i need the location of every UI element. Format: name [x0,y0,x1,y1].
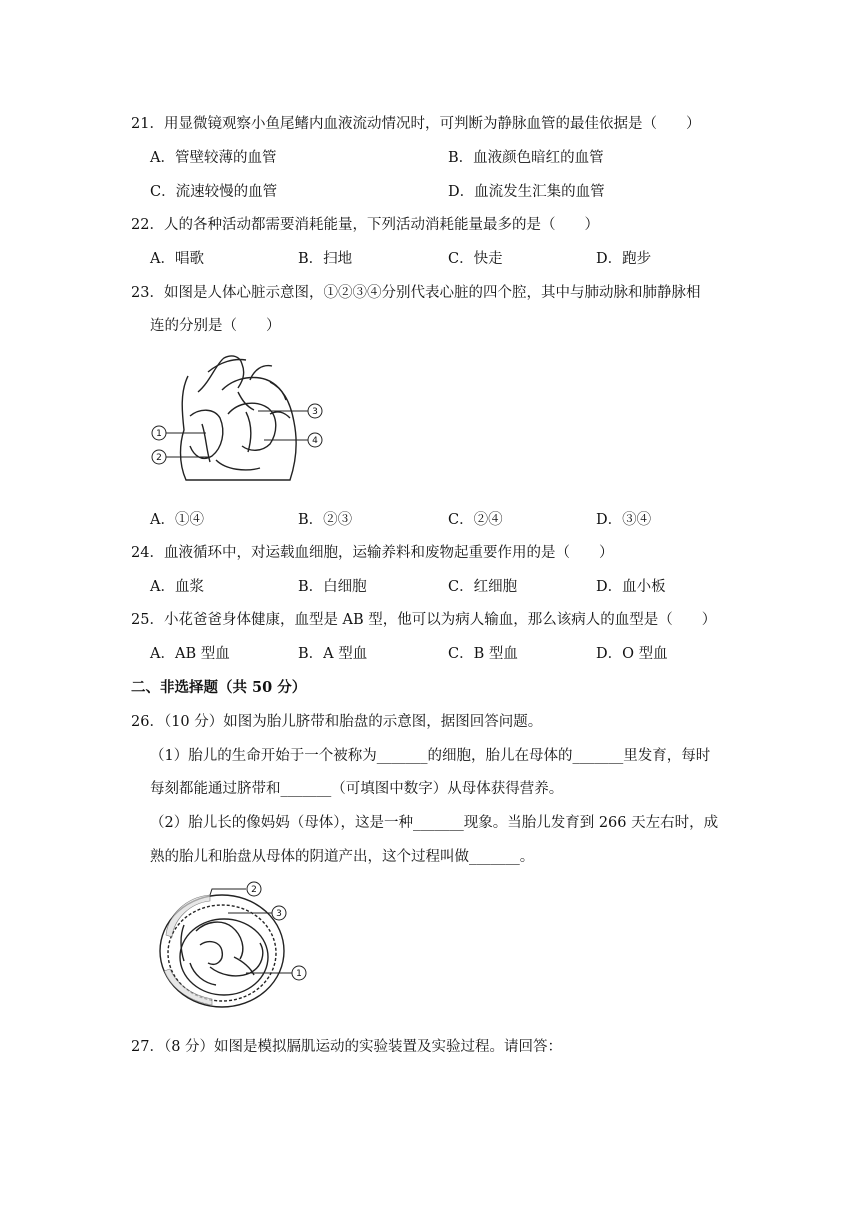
svg-text:1: 1 [156,429,162,439]
q25-option-a[interactable]: A．AB 型血 [150,646,230,662]
q26-part1-line2: 每刻都能通过脐带和_______（可填图中数字）从母体获得营养。 [150,781,564,797]
q21-option-a[interactable]: A．管壁较薄的血管 [150,150,277,166]
q25-option-b[interactable]: B．A 型血 [298,646,368,662]
q24-option-b[interactable]: B．白细胞 [298,579,367,595]
svg-text:3: 3 [276,909,282,919]
q22-option-a[interactable]: A．唱歌 [150,251,204,267]
q23-stem-line2: 连的分别是（ ） [150,318,281,334]
q21-stem: 21．用显微镜观察小鱼尾鳍内血液流动情况时，可判断为静脉血管的最佳依据是（ ） [131,116,701,132]
q22-option-d[interactable]: D．跑步 [596,251,652,267]
q27-stem: 27．（8 分）如图是模拟膈肌运动的实验装置及实验过程。请回答： [131,1039,563,1055]
svg-text:2: 2 [251,885,257,895]
svg-text:2: 2 [156,453,162,463]
q23-option-c[interactable]: C．②④ [448,512,503,528]
q22-option-b[interactable]: B．扫地 [298,251,353,267]
q21-option-b[interactable]: B．血液颜色暗红的血管 [448,150,604,166]
q24-option-c[interactable]: C．红细胞 [448,579,518,595]
section-heading: 二、非选择题（共 50 分） [131,679,307,696]
q23-option-a[interactable]: A．①④ [150,512,204,528]
svg-text:3: 3 [312,407,318,417]
q24-option-a[interactable]: A．血浆 [150,579,204,595]
q23-stem-line1: 23．如图是人体心脏示意图，①②③④分别代表心脏的四个腔，其中与肺动脉和肺静脉相 [131,285,701,301]
q21-option-d[interactable]: D．血流发生汇集的血管 [448,184,605,200]
q26-stem: 26．（10 分）如图为胎儿脐带和胎盘的示意图，据图回答问题。 [131,714,543,730]
q24-option-d[interactable]: D．血小板 [596,579,666,595]
svg-text:1: 1 [296,969,302,979]
q23-option-d[interactable]: D．③④ [596,512,652,528]
heart-diagram [150,352,330,492]
q21-option-c[interactable]: C．流速较慢的血管 [150,184,278,200]
q25-option-c[interactable]: C．B 型血 [448,646,518,662]
q25-stem: 25．小花爸爸身体健康，血型是 AB 型，他可以为病人输血，那么该病人的血型是（ ） [131,612,717,628]
q26-part2-line1: （2）胎儿长的像妈妈（母体），这是一种_______现象。当胎儿发育到 266 天左右时，成 [150,815,719,831]
q22-stem: 22．人的各种活动都需要消耗能量，下列活动消耗能量最多的是（ ） [131,217,599,233]
svg-text:4: 4 [312,436,318,446]
q26-part1-line1: （1）胎儿的生命开始于一个被称为_______的细胞，胎儿在母体的_______里发育，每时 [150,748,711,764]
q25-option-d[interactable]: D．O 型血 [596,646,668,662]
q22-option-c[interactable]: C．快走 [448,251,503,267]
q26-part2-line2: 熟的胎儿和胎盘从母体的阴道产出，这个过程叫做_______。 [150,849,535,865]
q24-stem: 24．血液循环中，对运载血细胞，运输养料和废物起重要作用的是（ ） [131,545,614,561]
q23-option-b[interactable]: B．②③ [298,512,353,528]
fetus-placenta-diagram [150,875,325,1015]
